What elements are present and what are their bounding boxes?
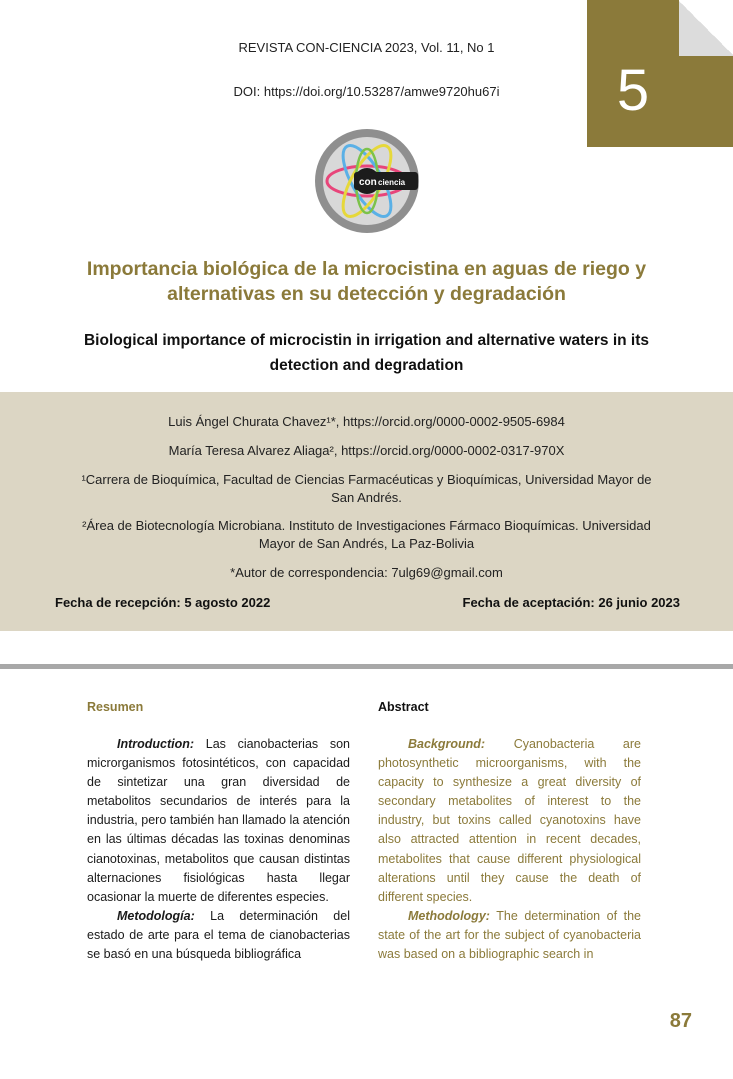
- author-1: Luis Ángel Churata Chavez¹*, https://orcid.org/0000-0002-9505-6984: [168, 414, 565, 429]
- resumen-paragraph-2: [87, 907, 350, 964]
- affiliation-1-line1: ¹Carrera de Bioquímica, Facultad de Ciencias Farmacéuticas y Bioquímicas, Universidad Mayor de: [81, 472, 652, 487]
- title-spanish-line2: alternativas en su detección y degradación: [167, 283, 566, 305]
- doi-link[interactable]: DOI: https://doi.org/10.53287/amwe9720hu67i: [233, 84, 500, 99]
- affiliation-2-line1: ²Área de Biotecnología Microbiana. Instituto de Investigaciones Fármaco Bioquímicas. Universidad: [82, 518, 651, 533]
- resumen-intro-label: Introduction:: [117, 737, 195, 751]
- resumen-method-label: Metodología:: [117, 908, 195, 923]
- resumen-paragraph-1: [87, 735, 350, 907]
- title-english: [40, 328, 693, 378]
- accepted-date: Fecha de aceptación: 26 junio 2023: [462, 595, 680, 610]
- issue-number-tab: [587, 0, 733, 147]
- section-divider: [0, 664, 733, 669]
- title-spanish-line1: Importancia biológica de la microcistina en aguas de riego y: [86, 258, 647, 280]
- abstract-background-text: Cyanobacteria are photosynthetic microorganisms, with the capacity to synthesize a great diversity of secondary metabolites of interest to the industry, but toxins called cyanotoxins have also attracted attention in recent decades, metabolites that cause different physiological alterations until they cause the death of different species.: [378, 737, 641, 904]
- abstract-paragraph-1: [378, 735, 641, 907]
- abstract-heading: Abstract: [378, 700, 429, 714]
- correspondence: *Autor de correspondencia: 7ulg69@gmail.com: [230, 565, 503, 580]
- resumen-heading: Resumen: [87, 700, 144, 714]
- con-ciencia-logo: [314, 128, 420, 234]
- resumen-intro-text: Las cianobacterias son microrganismos fotosintéticos, con capacidad de sintetizar una gran diversidad de metabolitos secundarios de interés para la industria, pero también han llamado la atención en las últimas décadas las toxinas denominas cianotoxinas, metabolitos que causan distintas alternaciones fisiológicas hasta llegar ocasionar la muerte de diferentes especies.: [87, 737, 350, 904]
- received-date: Fecha de recepción: 5 agosto 2022: [55, 595, 271, 610]
- abstract-method-text: The determination of the state of the art for the subject of cyanobacteria was based on a bibliographic search in: [378, 908, 641, 962]
- title-english-line2: detection and degradation: [269, 357, 464, 374]
- logo-text-con: con: [359, 177, 377, 188]
- abstract-method-label: Methodology:: [408, 908, 490, 923]
- abstract-column: [378, 735, 641, 964]
- affiliation-2-line2: Mayor de San Andrés, La Paz-Bolivia: [258, 536, 475, 551]
- resumen-method-text: La determinación del estado de arte para el tema de cianobacterias se basó en una búsqueda bibliográfica: [87, 908, 350, 962]
- author-info-band: [0, 392, 733, 631]
- abstract-paragraph-2: [378, 907, 641, 964]
- journal-header: REVISTA CON-CIENCIA 2023, Vol. 11, No 1: [238, 40, 495, 55]
- issue-number: 5: [616, 58, 650, 123]
- logo-text-ciencia: ciencia: [378, 178, 406, 187]
- title-spanish: [40, 257, 693, 307]
- page-number: 87: [669, 1010, 692, 1032]
- abstract-background-label: Background:: [408, 737, 486, 751]
- title-english-line1: Biological importance of microcistin in irrigation and alternative waters in its: [83, 332, 649, 349]
- author-2: María Teresa Alvarez Aliaga², https://orcid.org/0000-0002-0317-970X: [168, 443, 565, 458]
- affiliation-1-line2: San Andrés.: [331, 490, 402, 505]
- resumen-column: [87, 735, 350, 964]
- page-corner-fold-icon: [679, 0, 733, 56]
